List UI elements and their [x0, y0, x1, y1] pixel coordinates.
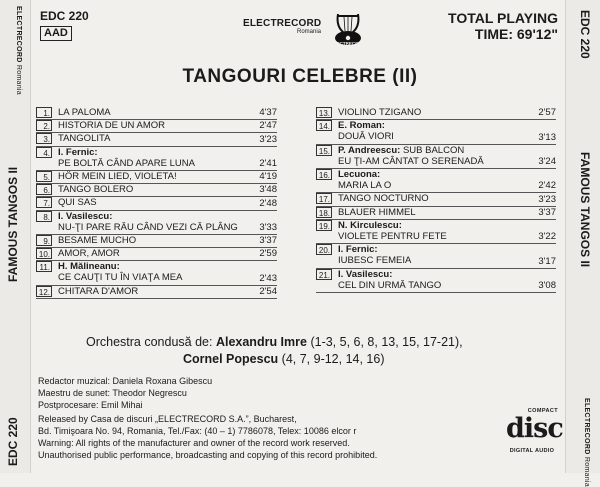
track-duration: 3'17 — [538, 255, 556, 267]
track-duration: 3'23 — [538, 193, 556, 205]
credit-line: Redactor muzical: Daniela Roxana Gibescu — [38, 376, 213, 386]
track-row — [316, 269, 556, 291]
track-duration: 3'37 — [259, 235, 277, 247]
track-row — [316, 145, 556, 167]
track-title: NU-ŢI PARE RĂU CÂND VEZI CĂ PLÂNG — [58, 221, 238, 233]
track-title: TANGO NOCTURNO — [338, 193, 429, 205]
track-duration: 2'47 — [259, 120, 277, 132]
track-composer: I. Vasilescu: — [338, 268, 393, 280]
track-title: AMOR, AMOR — [58, 248, 120, 260]
track-title: PE BOLTĂ CÂND APARE LUNA — [58, 157, 195, 169]
track-title: TANGOLITA — [58, 133, 111, 145]
total-time-value: TIME: 69'12" — [474, 26, 558, 42]
track-title: VIOLETE PENTRU FETE — [338, 230, 447, 242]
track-duration: 3'22 — [538, 231, 556, 243]
orchestra-prefix: Orchestra condusă de: — [86, 335, 213, 349]
track-number: 20. — [316, 244, 332, 255]
track-duration: 3'13 — [538, 131, 556, 143]
track-duration: 4'37 — [259, 107, 277, 119]
track-title: HÖR MEIN LIED, VIOLETA! — [58, 171, 177, 182]
track-number: 6. — [36, 184, 52, 195]
track-number: 21. — [316, 269, 332, 280]
track-duration: 2'42 — [538, 180, 556, 192]
track-composer: I. Fernic: — [338, 244, 378, 256]
credit-line: Maestru de sunet: Theodor Negrescu — [38, 388, 187, 398]
tracklist-right — [316, 107, 556, 323]
legal-line: Released by Casa de discuri „ELECTRECORD S.A.”, Bucharest, — [38, 414, 297, 424]
track-title: IUBESC FEMEIA — [338, 255, 412, 267]
credit-line: Postprocesare: Emil Mihai — [38, 400, 143, 410]
compact-disc-logo: COMPACT disc DIGITAL AUDIO — [506, 408, 563, 454]
track-row — [316, 193, 556, 204]
electrecord-wordmark: ELECTRECORD Romania — [243, 18, 322, 35]
track-row — [36, 133, 277, 144]
track-title: VIOLINO TZIGANO — [338, 107, 422, 118]
track-row — [316, 169, 556, 191]
track-title: TANGO BOLERO — [58, 184, 134, 196]
track-duration: 4'19 — [259, 171, 277, 183]
production-credits — [38, 375, 212, 411]
conductor-1-tracks: (1-3, 5, 6, 8, 13, 15, 17-21), — [310, 335, 463, 349]
track-composer: I. Fernic: — [58, 146, 98, 158]
track-row — [36, 286, 277, 297]
track-composer: P. Andreescu: — [338, 144, 401, 156]
track-number: 3. — [36, 133, 52, 144]
track-number: 17. — [316, 193, 332, 204]
track-number: 2. — [36, 120, 52, 131]
track-row — [316, 220, 556, 242]
lyre-emblem-icon: ELECTRECORD — [328, 8, 368, 48]
conductor-1: Alexandru Imre — [215, 335, 307, 349]
spine-right-catalog: EDC 220 — [578, 10, 592, 59]
track-number: 15. — [316, 145, 332, 156]
track-row — [36, 197, 277, 208]
spine-left-catalog: EDC 220 — [6, 417, 20, 466]
track-title: SUB BALCON — [402, 144, 465, 156]
track-composer: Lecuona: — [338, 169, 381, 180]
track-row — [316, 107, 556, 118]
recording-format-badge: AAD — [40, 26, 72, 41]
track-number: 11. — [36, 261, 52, 272]
track-title: QUI SAS — [58, 197, 97, 209]
spine-right-label: ELECTRECORD Romania — [583, 398, 590, 487]
track-row — [36, 120, 277, 131]
track-title: DOUĂ VIORI — [338, 131, 394, 143]
album-title: TANGOURI CELEBRE (II) — [182, 66, 418, 87]
track-row — [36, 261, 277, 283]
track-duration: 3'24 — [538, 155, 556, 167]
track-row — [316, 207, 556, 218]
track-duration: 2'48 — [259, 197, 277, 209]
track-duration: 3'37 — [538, 206, 556, 218]
conductor-2: Cornel Popescu — [183, 352, 279, 366]
track-title: CEL DIN URMĂ TANGO — [338, 279, 442, 291]
track-divider — [316, 292, 556, 293]
track-row — [36, 107, 277, 118]
track-number: 18. — [316, 207, 332, 218]
legal-line: Warning: All rights of the manufacturer and owner of the record work reserved. — [38, 438, 350, 448]
track-duration: 3'33 — [259, 221, 277, 233]
legal-line: Unauthorised public performance, broadcasting and copying of this record prohibited. — [38, 450, 378, 460]
track-title: CHITARA D'AMOR — [58, 285, 139, 297]
track-row — [36, 171, 277, 182]
track-duration: 2'54 — [259, 285, 277, 297]
catalog-number: EDC 220 — [40, 9, 89, 23]
conductor-2-tracks: (4, 7, 9-12, 14, 16) — [281, 352, 385, 366]
track-row — [316, 244, 556, 266]
track-duration: 2'59 — [259, 248, 277, 260]
track-row — [36, 147, 277, 169]
track-title-line2: EU ŢI-AM CÂNTAT O SERENADĂ — [338, 155, 484, 167]
track-title: MARIA LA O — [338, 180, 392, 191]
spine-right-title: FAMOUS TANGOS II — [578, 152, 592, 268]
track-composer: I. Vasilescu: — [58, 210, 113, 222]
track-number: 9. — [36, 235, 52, 246]
track-title: HISTORIA DE UN AMOR — [58, 120, 165, 132]
total-playing-label: TOTAL PLAYING — [448, 10, 558, 26]
track-row — [36, 248, 277, 259]
track-number: 16. — [316, 169, 332, 180]
track-divider — [36, 298, 277, 299]
track-number: 13. — [316, 107, 332, 118]
tracklist-left — [36, 107, 277, 323]
track-row — [316, 120, 556, 142]
total-playing-time — [448, 10, 558, 42]
track-number: 12. — [36, 286, 52, 297]
track-duration: 2'43 — [259, 272, 277, 284]
track-duration: 3'48 — [259, 184, 277, 196]
track-number: 4. — [36, 147, 52, 158]
track-title: BLAUER HIMMEL — [338, 206, 416, 218]
track-title: CE CAUŢI TU ÎN VIAŢA MEA — [58, 272, 183, 284]
track-title: BESAME MUCHO — [58, 235, 137, 246]
track-duration: 3'23 — [259, 133, 277, 145]
track-duration: 3'08 — [538, 279, 556, 291]
track-row — [36, 235, 277, 246]
track-duration: 2'41 — [259, 157, 277, 169]
track-row — [36, 211, 277, 233]
track-number: 7. — [36, 197, 52, 208]
track-row — [36, 184, 277, 195]
track-composer: E. Roman: — [338, 120, 385, 132]
legal-notice — [38, 413, 377, 461]
track-number: 14. — [316, 120, 332, 131]
spine-left-title: FAMOUS TANGOS II — [6, 166, 20, 282]
track-number: 5. — [36, 171, 52, 182]
track-composer: H. Mălineanu: — [58, 261, 120, 273]
spine-left-label: ELECTRECORD Romania — [15, 6, 22, 95]
legal-line: Bd. Timişoara No. 94, Romania, Tel./Fax: (40 – 1) 7786078, Telex: 10086 elcor r — [38, 426, 357, 436]
orchestra-credit — [86, 334, 463, 368]
track-composer: N. Kirculescu: — [338, 219, 402, 231]
track-title: LA PALOMA — [58, 107, 111, 118]
track-number: 19. — [316, 220, 332, 231]
track-duration: 2'57 — [538, 107, 556, 119]
track-number: 8. — [36, 211, 52, 222]
track-number: 10. — [36, 248, 52, 259]
track-number: 1. — [36, 107, 52, 118]
